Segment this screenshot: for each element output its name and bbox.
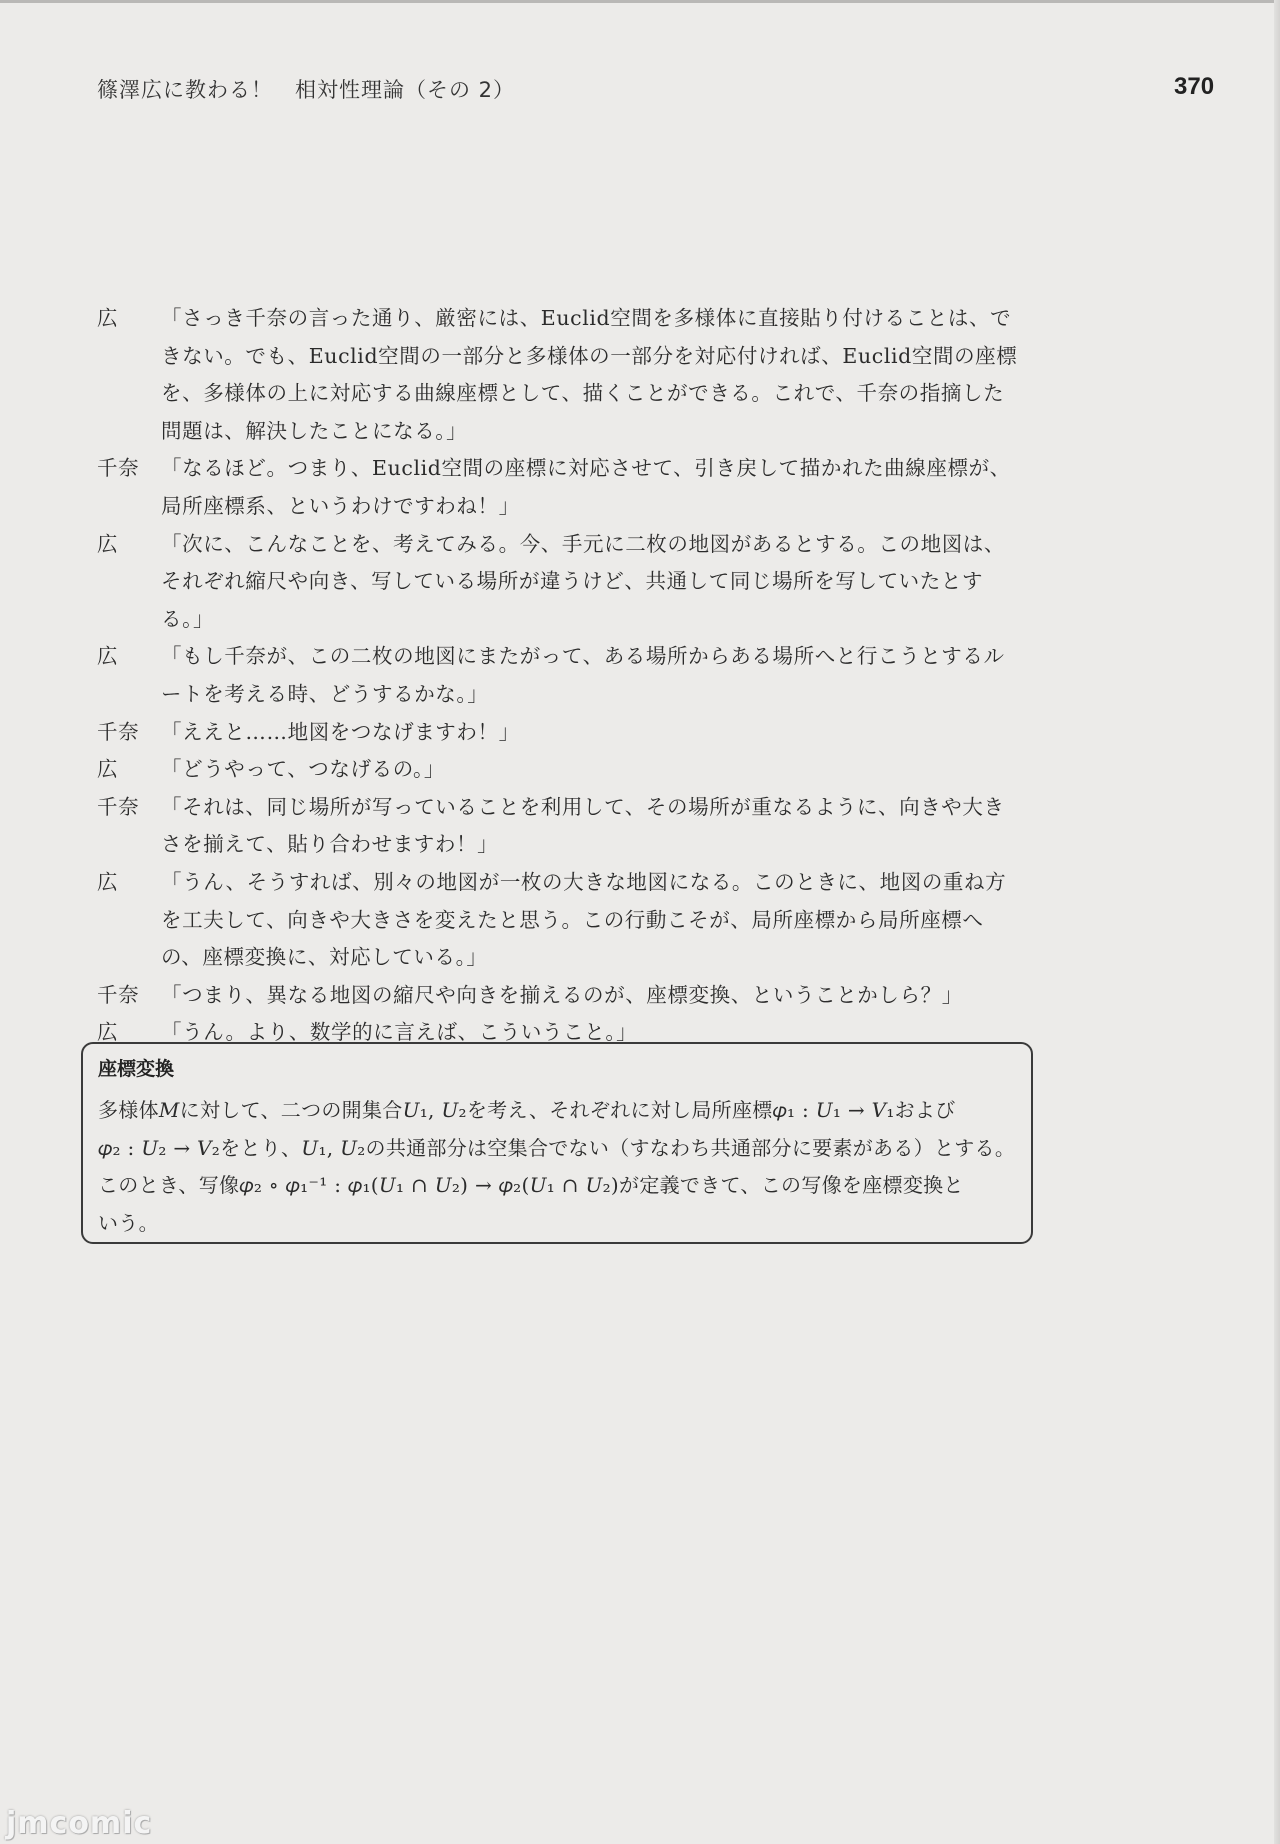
definition-body [98,1092,1016,1242]
dialogue-line [97,789,1022,864]
dialogue-text: 「それは、同じ場所が写っていることを利用して、その場所が重なるように、向きや大きさを揃えて、貼り合わせますわ！」 [161,794,1005,857]
dialogue-line [97,864,1022,977]
definition-line: 𝜑₂ : 𝑈₂ → 𝑉₂をとり、𝑈₁, 𝑈₂の共通部分は空集合でない（すなわち共通部分に要素がある）とする。 [98,1135,1016,1160]
watermark-logo: jmcomic [6,1806,153,1841]
page-right-edge [1274,0,1280,1844]
page-top-edge [0,0,1280,3]
speaker-name: 広 [97,757,119,782]
dialogue-text: 「もし千奈が、この二枚の地図にまたがって、ある場所からある場所へと行こうとするルートを考える時、どうするかな。」 [161,644,1005,706]
definition-line: 多様体𝑀に対して、二つの開集合𝑈₁, 𝑈₂を考え、それぞれに対し局所座標𝜑₁ : 𝑈₁ → 𝑉₁および [98,1098,956,1122]
definition-line: いう。 [98,1210,159,1235]
speaker-name: 千奈 [97,719,140,744]
speaker-name: 広 [97,531,119,556]
speaker-name: 広 [97,1020,119,1045]
dialogue-text: 「ええと……地図をつなげますわ！」 [161,719,520,744]
speaker-name: 千奈 [97,982,140,1007]
dialogue-block [97,300,1022,1052]
page-number: 370 [1174,73,1215,100]
dialogue-line [97,450,1022,525]
dialogue-line [97,751,1022,789]
dialogue-line [97,526,1022,639]
dialogue-text: 「どうやって、つなげるの。」 [161,757,445,782]
dialogue-text: 「次に、こんなことを、考えてみる。今、手元に二枚の地図があるとする。この地図は、それぞれ縮尺や向き、写している場所が違うけど、共通して同じ場所を写していたとする。」 [161,531,1005,631]
dialogue-text: 「つまり、異なる地図の縮尺や向きを揃えるのが、座標変換、ということかしら？」 [161,982,963,1007]
dialogue-text: 「さっき千奈の言った通り、厳密には、Euclid空間を多様体に直接貼り付けることは、できない。でも、Euclid空間の一部分と多様体の一部分を対応付ければ、Euclid空間の座標を、多様体の上に対応する曲線座標として、描くことができる。これで、千奈の指摘した問題は、解決したことになる。」 [161,306,1018,443]
definition-line: このとき、写像𝜑₂ ∘ 𝜑₁⁻¹ : 𝜑₁(𝑈₁ ∩ 𝑈₂) → 𝜑₂(𝑈₁ ∩ 𝑈₂)が定義できて、この写像を座標変換と [98,1173,964,1197]
speaker-name: 広 [97,306,119,330]
definition-box [81,1042,1033,1244]
dialogue-line [97,714,1022,752]
speaker-name: 千奈 [97,456,140,481]
running-title: 篠澤広に教わる！ 相対性理論（その 2） [97,78,516,102]
dialogue-text: 「うん。より、数学的に言えば、こういうこと。」 [161,1020,638,1045]
dialogue-text: 「うん、そうすれば、別々の地図が一枚の大きな地図になる。このときに、地図の重ね方を工夫して、向きや大きさを変えたと思う。この行動こそが、局所座標から局所座標への、座標変換に、対応している。」 [161,869,1007,970]
dialogue-text: 「なるほど。つまり、Euclid空間の座標に対応させて、引き戻して描かれた曲線座標が、局所座標系、というわけですわね！」 [161,456,1011,518]
dialogue-line [97,977,1022,1015]
speaker-name: 広 [97,644,119,669]
dialogue-line [97,300,1022,450]
speaker-name: 広 [97,869,119,894]
speaker-name: 千奈 [97,794,140,819]
dialogue-line [97,638,1022,713]
definition-title: 座標変換 [98,1058,175,1080]
